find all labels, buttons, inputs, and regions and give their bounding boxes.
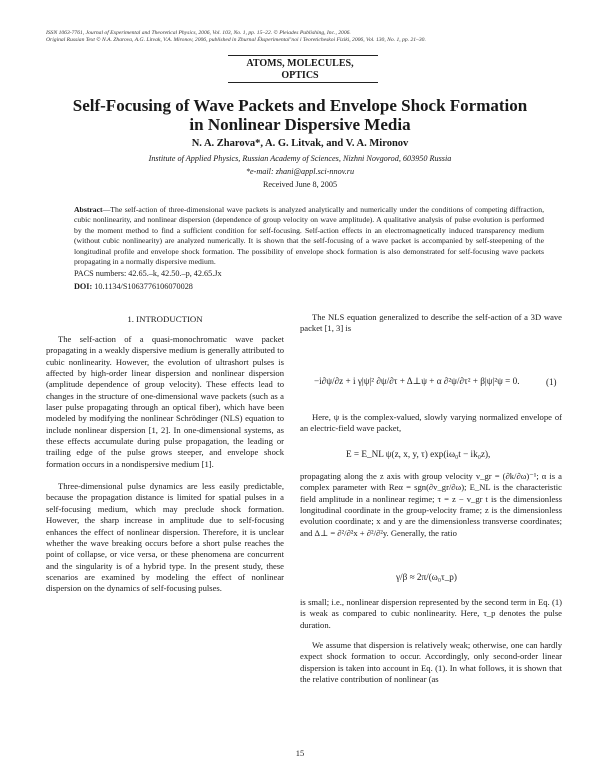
abstract-label: Abstract <box>74 205 103 214</box>
right-column-paragraph-5: We assume that dispersion is relatively weak; otherwise, one can hardly expect shock formation to occur. Accordingly, only second-order linear dispersion is taken into account in Eq. (1). In what follows, it is shown that the relative contribution of nonlinear (as <box>300 640 562 685</box>
affiliation: Institute of Applied Physics, Russian Academy of Sciences, Nizhni Novgorod, 603950 Russia <box>148 154 452 163</box>
intro-paragraph-1: The self-action of a quasi-monochromatic wave packet propagating in a weakly dispersive medium is generally attributed to cubic nonlinearity. However, the evolution of ultrashort pulses is affected by high-order linear dispersion and nonlinear dispersion (amplitude dependence of group velocity). These effects lead to changes in the structure of one-dimensional wave packets (such as a laser pulse propagating through an optical fiber), which have been modeled by modifying the nonlinear Schrödinger (NLS) equation to include nonlinear dispersion [1, 2]. In one-dimensional systems, as these effects accumulate during pulse propagation, the leading or trailing edge of the pulse grows steeper, and envelope shock formation occurs in a nondispersive medium [1]. <box>46 334 284 469</box>
equation-2: E = E_NL ψ(z, x, y, τ) exp(iω₀t − ik₀z), <box>346 449 491 459</box>
page-number: 15 <box>295 748 305 758</box>
doi <box>74 282 193 291</box>
doi-label: DOI: <box>74 282 93 291</box>
journal-header-line-1: ISSN 1063-7761, Journal of Experimental and Theoretical Physics, 2006, Vol. 103, No. 1, pp. 15–22. © Pleiades Publishing, Inc., 2006. <box>46 30 351 36</box>
section-heading <box>0 58 600 81</box>
abstract-text: —The self-action of three-dimensional wave packets is analyzed analytically and numerically under the conditions of competing diffraction, cubic nonlinearity, and nonlinear dispersion (dependence of group velocity on wave amplitude). A qualitative analysis of pulse evolution is performed by the moment method to find a sufficient condition for self-focusing. Self-action effects in an electromagnetically induced transparency medium (without cubic nonlinearity) are analyzed numerically. It is shown that the self-focusing of a wave packet is accompanied by self-steepening of the longitudinal profile and envelope shock formation. The possibility of envelope shock formation is also demonstrated for self-focusing wave packets propagating in a normally dispersive medium. <box>74 205 544 267</box>
introduction-heading: 1. INTRODUCTION <box>127 314 203 324</box>
right-column-paragraph-4: is small; i.e., nonlinear dispersion represented by the second term in Eq. (1) is weak as compared to cubic nonlinearity. Here, τ_p denotes the pulse duration. <box>300 597 562 630</box>
intro-paragraph-2: Three-dimensional pulse dynamics are less easily predictable, because the propagation distance is limited for spatial pulses in a self-focusing medium, which may preclude shock formation. However, the sharp increase in amplitude due to self-focusing enhances the effect of nonlinear dispersion. Therefore, it is unclear whether the wave breaking occurs before a short pulse reaches the point of collapse, or vice versa, or these phenomena are concurrent and the singularity is of a hybrid type. In the present study, these scenarios are examined by modeling the effect of nonlinear dispersion on the dynamics of self-focusing pulses. <box>46 481 284 594</box>
right-column-paragraph-1: The NLS equation generalized to describe the self-action of a 3D wave packet [1, 3] is <box>300 312 562 334</box>
section-rule-bottom <box>228 82 378 83</box>
equation-3: γ/β ≈ 2π/(ω₀τ_p) <box>396 572 457 582</box>
pacs-numbers: PACS numbers: 42.65.–k, 42.50.–p, 42.65.Jx <box>74 269 222 278</box>
left-column <box>46 334 284 595</box>
paper-title-line-1: Self-Focusing of Wave Packets and Envelope Shock Formation <box>72 96 528 115</box>
email: *e-mail: zhani@appl.sci-nnov.ru <box>245 167 355 176</box>
section-heading-line-1: ATOMS, MOLECULES, <box>246 58 354 69</box>
section-rule-top <box>228 55 378 56</box>
received-date: Received June 8, 2005 <box>262 180 338 189</box>
paper-title-line-2: in Nonlinear Dispersive Media <box>189 115 411 134</box>
right-column-paragraph-2: Here, ψ is the complex-valued, slowly varying normalized envelope of an electric-field wave packet, <box>300 412 562 434</box>
authors: N. A. Zharova*, A. G. Litvak, and V. A. Mironov <box>191 138 409 149</box>
abstract <box>74 205 544 267</box>
doi-value: 10.1134/S1063776106070028 <box>94 282 193 291</box>
equation-1: −i∂ψ/∂z + i γ|ψ|² ∂ψ/∂τ + Δ⊥ψ + α ∂²ψ/∂τ² + β|ψ|²ψ = 0. <box>314 376 520 386</box>
paper-title <box>40 96 560 134</box>
journal-header-line-2: Original Russian Text © N.A. Zharova, A.G. Litvak, V.A. Mironov, 2006, published in Zhurnal Éksperimental’noi i Teoreticheskoi Fiziki, 2006, Vol. 130, No. 1, pp. 21–30. <box>46 37 426 44</box>
right-column-paragraph-3: propagating along the z axis with group velocity v_gr = (∂k/∂ω)⁻¹; α is a complex parameter with Reα = sgn(∂v_gr/∂ω); E_NL is the characteristic field amplitude in a nonlinear regime; τ = z − v_gr t is the dimensionless longitudinal coordinate in the group-velocity frame; z is the dimensionless evolution coordinate; x and y are the dimensionless transverse coordinates; and Δ⊥ = ∂²/∂²x + ∂²/∂²y. Generally, the ratio <box>300 471 562 538</box>
section-heading-line-2: OPTICS <box>281 69 319 81</box>
journal-header <box>46 30 566 45</box>
equation-1-number: (1) <box>546 377 557 387</box>
